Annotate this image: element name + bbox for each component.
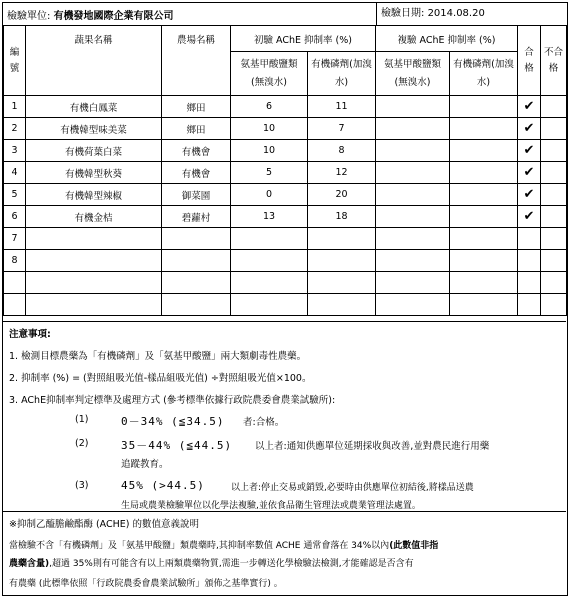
cell-pass [518, 294, 541, 316]
cell-farm [162, 294, 231, 316]
check-icon: ✔ [518, 140, 541, 162]
table-row [4, 206, 567, 228]
table-row [4, 140, 567, 162]
cell-farm: 碧蘿村 [162, 206, 231, 228]
cell-fail [541, 96, 567, 118]
cell-veg: 有機荷葉白菜 [26, 140, 162, 162]
description-text-1a: 當檢驗不含「有機磷劑」及「氨基甲酸鹽」類農藥時,其抑制率數值 ACHE 通常會落在 34%以內 [9, 541, 390, 551]
cell-first-carbamate: 0 [231, 184, 308, 206]
cell-second-carbamate [376, 162, 450, 184]
cell-fail [541, 162, 567, 184]
cell-first-organo: 18 [308, 206, 376, 228]
cell-first-carbamate [231, 228, 308, 250]
cell-first-organo [308, 250, 376, 272]
check-icon: ✔ [518, 96, 541, 118]
header-first-carbamate: 氨基甲酸鹽類 (無溴水) [231, 52, 308, 96]
cell-veg: 有機白鳳菜 [26, 96, 162, 118]
cell-farm [162, 272, 231, 294]
cell-first-carbamate: 10 [231, 140, 308, 162]
cell-first-organo: 12 [308, 162, 376, 184]
description-line-2 [9, 556, 414, 569]
cell-second-organo [450, 162, 518, 184]
table-row [4, 162, 567, 184]
rule-3-index: (3) [75, 480, 89, 491]
cell-veg [26, 294, 162, 316]
cell-second-organo [450, 96, 518, 118]
description-text-2b: ,超過 35%則有可能含有以上兩類農藥物質,需進一步轉送化學檢驗法檢測,才能確認是否含有 [49, 559, 414, 569]
table-row [4, 228, 567, 250]
cell-farm: 有機會 [162, 162, 231, 184]
table-row [4, 272, 567, 294]
table-row [4, 250, 567, 272]
cell-second-carbamate [376, 294, 450, 316]
check-icon: ✔ [518, 162, 541, 184]
report-header [3, 3, 566, 26]
rule-2-range: 35－44% (≦44.5) [121, 439, 233, 452]
cell-first-carbamate: 10 [231, 118, 308, 140]
cell-no: 3 [4, 140, 26, 162]
cell-veg: 有機金桔 [26, 206, 162, 228]
cell-no: 4 [4, 162, 26, 184]
inspection-report [2, 2, 568, 596]
cell-veg: 有機韓型味美菜 [26, 118, 162, 140]
check-icon: ✔ [518, 206, 541, 228]
header-veg: 蔬果名稱 [26, 26, 162, 96]
cell-fail [541, 250, 567, 272]
cell-fail [541, 118, 567, 140]
cell-farm: 有機會 [162, 140, 231, 162]
cell-first-carbamate: 13 [231, 206, 308, 228]
cell-veg: 有機韓型辣椒 [26, 184, 162, 206]
cell-second-organo [450, 294, 518, 316]
description-title: ※抑制乙醯膽鹼酯酶 (ACHE) 的數值意義說明 [9, 519, 200, 530]
rule-2-text-cont: 追蹤教育。 [121, 459, 169, 470]
cell-no [4, 294, 26, 316]
cell-pass [518, 250, 541, 272]
cell-veg [26, 272, 162, 294]
cell-second-carbamate [376, 206, 450, 228]
unit-label: 檢驗單位: [7, 11, 51, 22]
cell-second-carbamate [376, 272, 450, 294]
cell-veg: 有機韓型秋葵 [26, 162, 162, 184]
cell-first-carbamate [231, 272, 308, 294]
note-1: 1. 檢測目標農藥為「有機磷劑」及「氨基甲酸鹽」兩大類劇毒性農藥。 [9, 351, 307, 362]
cell-first-organo [308, 272, 376, 294]
cell-no: 7 [4, 228, 26, 250]
cell-veg [26, 228, 162, 250]
cell-second-organo [450, 272, 518, 294]
cell-second-carbamate [376, 228, 450, 250]
header-no: 編號 [4, 26, 26, 96]
cell-pass [518, 272, 541, 294]
header-fail: 不合格 [541, 26, 567, 96]
description-text-1b: (此數值非指 [389, 541, 439, 551]
check-icon: ✔ [518, 118, 541, 140]
header-first-test: 初驗 AChE 抑制率 (%) [231, 26, 376, 52]
note-2: 2. 抑制率 (%) = (對照組吸光值-樣品組吸光值) ÷對照組吸光值×100。 [9, 373, 312, 384]
note-3: 3. AChE抑制率判定標準及處理方式 (參考標準依據行政院農委會農業試驗所): [9, 395, 336, 406]
cell-first-organo: 20 [308, 184, 376, 206]
inspection-unit [7, 7, 174, 22]
rule-3-text: 以上者:停止交易或銷毀,必要時由供應單位初結後,將樣品送農 [231, 483, 474, 493]
cell-second-carbamate [376, 184, 450, 206]
table-row [4, 294, 567, 316]
cell-veg [26, 250, 162, 272]
cell-farm [162, 228, 231, 250]
cell-second-organo [450, 140, 518, 162]
notes-title: 注意事項: [9, 329, 51, 340]
rule-3-range: 45% (>44.5) [121, 479, 205, 492]
rule-1-text: 者:合格。 [243, 417, 285, 428]
cell-no: 5 [4, 184, 26, 206]
header-second-carbamate: 氨基甲酸鹽類 (無溴水) [376, 52, 450, 96]
header-first-organo: 有機磷劑(加溴水) [308, 52, 376, 96]
cell-second-organo [450, 206, 518, 228]
description-line-1 [9, 538, 438, 551]
cell-no: 6 [4, 206, 26, 228]
rule-1-range: 0－34% (≦34.5) [121, 415, 225, 428]
table-row [4, 96, 567, 118]
cell-second-organo [450, 228, 518, 250]
cell-farm: 御菜園 [162, 184, 231, 206]
cell-first-carbamate [231, 294, 308, 316]
cell-pass [518, 228, 541, 250]
description-line-3: 有農藥 (此標準依照「行政院農委會農業試驗所」頒佈之基準實行) 。 [9, 579, 283, 589]
cell-first-carbamate [231, 250, 308, 272]
cell-first-organo: 11 [308, 96, 376, 118]
notes-section [3, 321, 566, 512]
unit-name: 有機發地國際企業有限公司 [53, 11, 174, 22]
cell-farm [162, 250, 231, 272]
cell-first-carbamate: 6 [231, 96, 308, 118]
cell-first-carbamate: 5 [231, 162, 308, 184]
cell-second-carbamate [376, 140, 450, 162]
rule-1-index: (1) [75, 414, 89, 425]
cell-farm: 鄉田 [162, 96, 231, 118]
cell-second-carbamate [376, 118, 450, 140]
date-label: 檢驗日期: [381, 8, 425, 19]
cell-farm: 鄉田 [162, 118, 231, 140]
cell-fail [541, 228, 567, 250]
cell-no: 1 [4, 96, 26, 118]
cell-fail [541, 140, 567, 162]
cell-second-organo [450, 184, 518, 206]
results-table [3, 25, 567, 316]
rule-2-index: (2) [75, 438, 89, 449]
cell-second-organo [450, 250, 518, 272]
cell-first-organo: 7 [308, 118, 376, 140]
description-text-2a: 農藥含量) [9, 559, 50, 569]
cell-no [4, 272, 26, 294]
cell-second-carbamate [376, 250, 450, 272]
cell-fail [541, 206, 567, 228]
rule-3-text-cont: 生局或農業檢驗單位以化學法複驗,並依食品衛生管理法或農業管理法處置。 [121, 501, 421, 511]
inspection-date [376, 3, 485, 25]
cell-second-carbamate [376, 96, 450, 118]
header-pass: 合格 [518, 26, 541, 96]
header-farm: 農場名稱 [162, 26, 231, 96]
cell-fail [541, 294, 567, 316]
cell-fail [541, 184, 567, 206]
rule-2-text: 以上者:通知供應單位延期採收與改善,並對農民進行用藥 [255, 441, 490, 452]
table-row [4, 118, 567, 140]
date-value: 2014.08.20 [427, 8, 485, 19]
header-second-test: 複驗 AChE 抑制率 (%) [376, 26, 518, 52]
cell-first-organo [308, 294, 376, 316]
cell-no: 2 [4, 118, 26, 140]
cell-first-organo [308, 228, 376, 250]
cell-first-organo: 8 [308, 140, 376, 162]
check-icon: ✔ [518, 184, 541, 206]
table-row [4, 184, 567, 206]
cell-second-organo [450, 118, 518, 140]
header-second-organo: 有機磷劑(加溴水) [450, 52, 518, 96]
cell-fail [541, 272, 567, 294]
cell-no: 8 [4, 250, 26, 272]
ache-description [3, 511, 566, 596]
